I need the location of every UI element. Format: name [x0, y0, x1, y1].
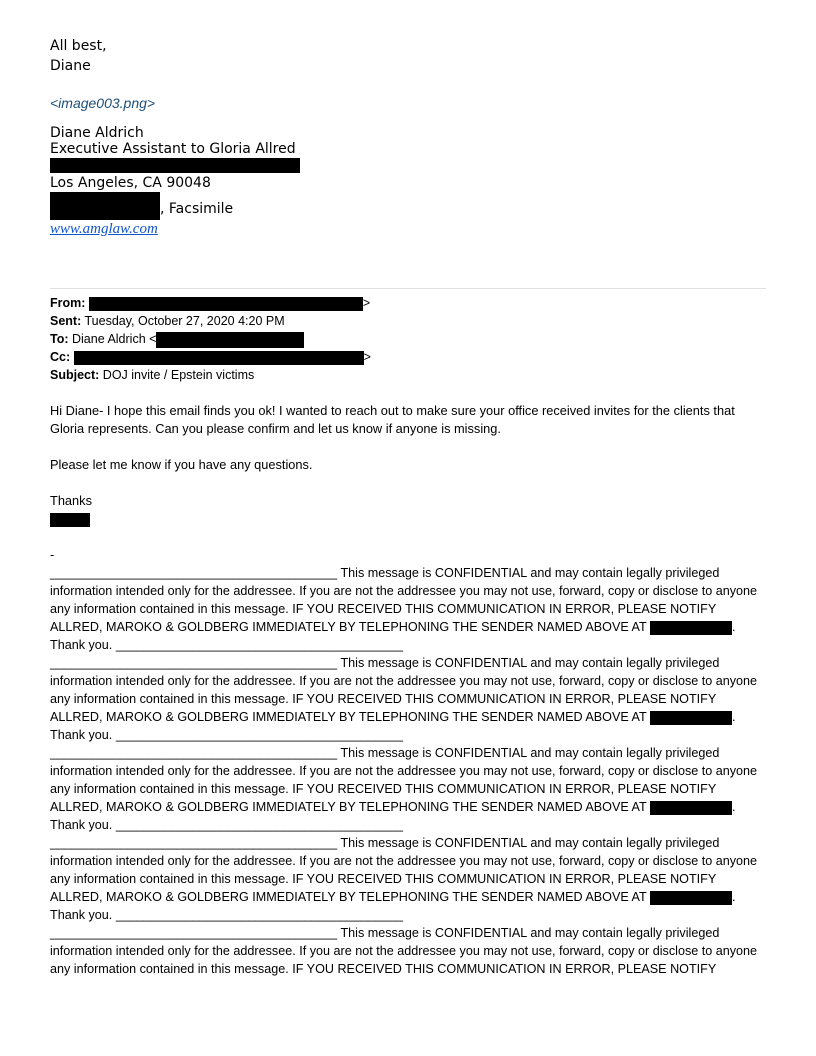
sent-label: Sent:: [50, 314, 82, 328]
disclaimer-section: [50, 564, 766, 978]
disclaimer-block: [50, 924, 766, 978]
disclaimer-text: This message is CONFIDENTIAL and may contain legally privileged information intended only for the addressee. If you are not the addressee you may not use, forward, copy or disclose to anyone any information contained in this message. IF YOU RECEIVED THIS COMMUNICATION IN ERROR, PLEASE NOTIFY ALLRED, MAROKO & GOLDBERG IMMEDIATELY BY TELEPHONING THE SENDER NAMED ABOVE AT: [50, 746, 758, 814]
underline-rule: _________________________________________: [50, 746, 338, 760]
website-link[interactable]: [50, 220, 766, 238]
disclaimer-text: This message is CONFIDENTIAL and may contain legally privileged information intended only for the addressee. If you are not the addressee you may not use, forward, copy or disclose to anyone any information contained in this message. IF YOU RECEIVED THIS COMMUNICATION IN ERROR, PLEASE NOTIFY ALLRED, MAROKO & GOLDBERG IMMEDIATELY BY TELEPHONING THE SENDER NAMED ABOVE AT: [50, 566, 758, 634]
sender-redaction: [50, 510, 766, 528]
underline-rule: _________________________________________: [50, 656, 338, 670]
disclaimer-text: This message is CONFIDENTIAL and may contain legally privileged information intended only for the addressee. If you are not the addressee you may not use, forward, copy or disclose to anyone any information contained in this message. IF YOU RECEIVED THIS COMMUNICATION IN ERROR, PLEASE NOTIFY ALLRED, MAROKO & GOLDBERG IMMEDIATELY BY TELEPHONING THE SENDER NAMED ABOVE AT: [50, 656, 758, 724]
email-page: [50, 36, 766, 978]
underline-rule: _________________________________________: [115, 638, 403, 652]
closing-line: All best,: [50, 38, 107, 54]
redaction-bar: [650, 891, 732, 905]
fax-label: , Facsimile: [160, 201, 234, 217]
underline-rule: _________________________________________: [50, 566, 338, 580]
subject-line: [50, 366, 766, 384]
underline-rule: _________________________________________: [115, 908, 403, 922]
signature-block: [50, 36, 766, 238]
sent-value: Tuesday, October 27, 2020 4:20 PM: [84, 314, 285, 328]
cc-angle: >: [363, 350, 371, 364]
redaction-bar: [50, 513, 90, 527]
message-body: [50, 402, 766, 564]
subject-value: DOJ invite / Epstein victims: [102, 368, 255, 382]
redaction-bar: [74, 351, 364, 365]
redaction-bar: [156, 332, 304, 348]
disclaimer-thanks: . Thank you.: [50, 800, 736, 832]
underline-rule: _________________________________________: [115, 728, 403, 742]
underline-rule: _________________________________________: [50, 926, 338, 940]
cc-line: [50, 348, 766, 366]
from-angle: >: [362, 296, 371, 310]
underline-rule: _________________________________________: [115, 818, 403, 832]
cc-label: Cc:: [50, 350, 71, 364]
disclaimer-thanks: . Thank you.: [50, 710, 736, 742]
redaction-bar: [50, 158, 300, 173]
website-link-text[interactable]: www.amglaw.com: [50, 221, 158, 237]
signer-city: Los Angeles, CA 90048: [50, 175, 211, 191]
message-paragraph: Hi Diane- I hope this email finds you ok! I wanted to reach out to make sure your office received invites for the clients that Gloria represents. Can you please confirm and let us know if anyone is missing.: [50, 403, 735, 436]
from-line: [50, 294, 766, 312]
signer-title: Executive Assistant to Gloria Allred: [50, 141, 296, 157]
to-line: [50, 330, 766, 348]
sent-line: [50, 312, 766, 330]
message-paragraph: Please let me know if you have any questions.: [50, 457, 313, 472]
redaction-bar: [650, 711, 732, 725]
disclaimer-text: This message is CONFIDENTIAL and may contain legally privileged information intended only for the addressee. If you are not the addressee you may not use, forward, copy or disclose to anyone any information contained in this message. IF YOU RECEIVED THIS COMMUNICATION IN ERROR, PLEASE NOTIFY ALLRED, MAROKO & GOLDBERG IMMEDIATELY BY TELEPHONING THE SENDER NAMED ABOVE AT: [50, 836, 758, 904]
to-value: Diane Aldrich <: [72, 332, 157, 346]
email-header: [50, 294, 766, 384]
phone-fax-line: [50, 198, 766, 220]
from-label: From:: [50, 296, 86, 310]
image-placeholder: <image003.png>: [50, 95, 156, 111]
redaction-bar: [50, 192, 160, 220]
disclaimer-text: This message is CONFIDENTIAL and may contain legally privileged information intended only for the addressee. If you are not the addressee you may not use, forward, copy or disclose to anyone any information contained in this message. IF YOU RECEIVED THIS COMMUNICATION IN ERROR, PLEASE NOTIFY: [50, 926, 758, 976]
disclaimer-block: [50, 564, 766, 654]
disclaimer-block: [50, 834, 766, 924]
separator-dash: -: [50, 547, 55, 562]
disclaimer-thanks: . Thank you.: [50, 620, 736, 652]
address-redaction: [50, 157, 766, 173]
redaction-bar: [89, 297, 363, 311]
disclaimer-block: [50, 654, 766, 744]
underline-rule: _________________________________________: [50, 836, 338, 850]
thanks-line: Thanks: [50, 493, 92, 508]
signer-full-name: Diane Aldrich: [50, 125, 144, 141]
disclaimer-block: [50, 744, 766, 834]
signer-first-name: Diane: [50, 58, 91, 74]
to-label: To:: [50, 332, 69, 346]
subject-label: Subject:: [50, 368, 100, 382]
redaction-bar: [650, 801, 732, 815]
redaction-bar: [650, 621, 732, 635]
disclaimer-thanks: . Thank you.: [50, 890, 736, 922]
